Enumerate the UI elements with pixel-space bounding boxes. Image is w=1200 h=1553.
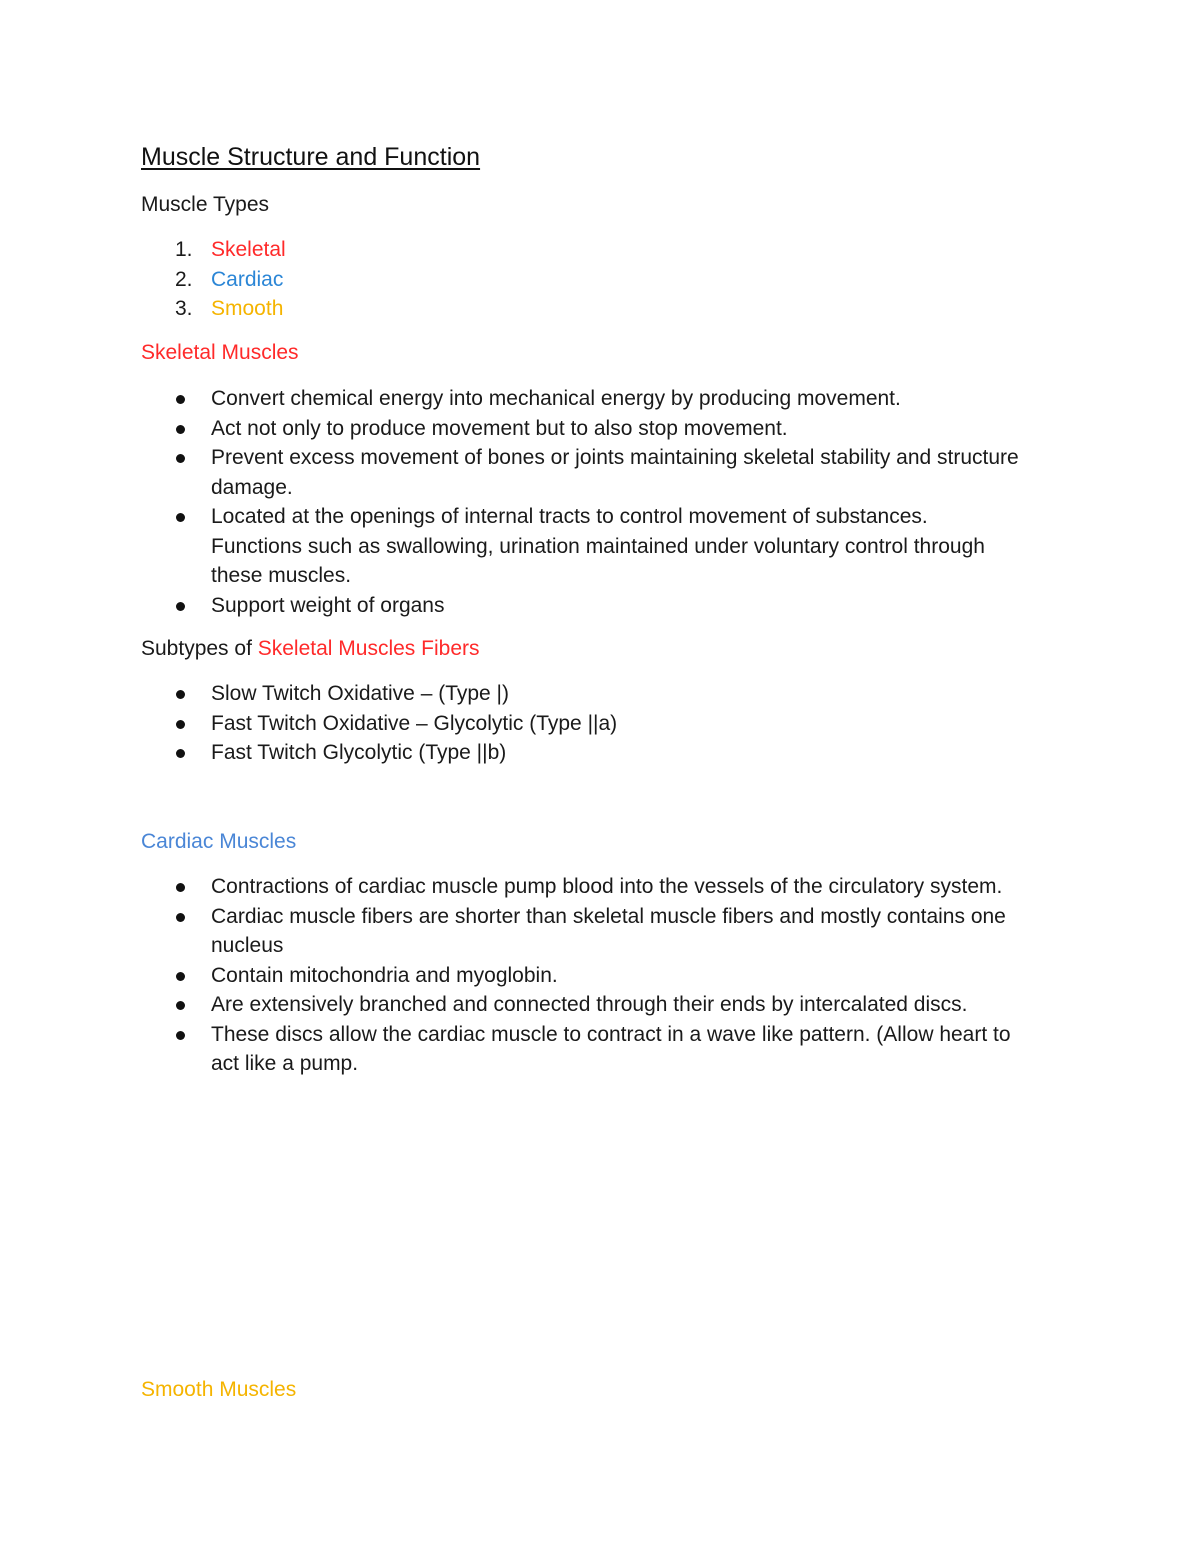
bullet-icon [176, 720, 185, 729]
bullet-text: Convert chemical energy into mechanical energy by producing movement. [211, 387, 901, 410]
bullet-icon [176, 454, 185, 463]
list-item [0, 902, 1061, 961]
muscle-type-smooth: Smooth [211, 297, 284, 320]
subtypes-highlight: Skeletal Muscles Fibers [257, 637, 480, 660]
smooth-heading: Smooth Muscles [141, 1378, 297, 1401]
bullet-text: Support weight of organs [211, 593, 445, 617]
skeletal-bullets [0, 384, 1071, 620]
bullet-icon [176, 425, 185, 434]
bullet-text: Contractions of cardiac muscle pump blood into the vessels of the circulatory system. [211, 875, 1003, 898]
bullet-icon [176, 513, 185, 522]
bullet-text: Fast Twitch Oxidative – Glycolytic (Type ||a) [211, 711, 618, 735]
list-item [0, 265, 1071, 295]
muscle-type-skeletal: Skeletal [211, 238, 286, 261]
bullet-text: Fast Twitch Glycolytic (Type ||b) [211, 741, 507, 764]
list-item [0, 414, 1071, 444]
cardiac-bullets [0, 872, 1071, 1079]
bullet-text: Slow Twitch Oxidative – (Type |) [211, 682, 510, 705]
list-item [0, 990, 1001, 1020]
list-item [0, 1020, 1031, 1079]
page-title: Muscle Structure and Function [141, 143, 481, 171]
cardiac-heading: Cardiac Muscles [141, 830, 297, 853]
list-item [0, 384, 1071, 414]
bullet-text: Act not only to produce movement but to also stop movement. [211, 416, 788, 440]
list-item [0, 709, 1071, 739]
subtypes-heading [141, 634, 480, 664]
list-item [0, 738, 1071, 768]
bullet-icon [176, 1001, 185, 1010]
bullet-icon [176, 395, 185, 404]
bullet-text: These discs allow the cardiac muscle to contract in a wave like pattern. (Allow heart to act like a pump. [211, 1022, 1011, 1075]
bullet-text: Prevent excess movement of bones or joints maintaining skeletal stability and structure damage. [211, 446, 1019, 499]
bullet-icon [176, 972, 185, 981]
list-item [0, 961, 1071, 991]
list-item [0, 235, 1071, 265]
subtypes-prefix: Subtypes of [141, 637, 258, 660]
list-number: 2. [175, 267, 193, 291]
bullet-icon [176, 602, 185, 611]
list-item [0, 443, 1021, 502]
list-number: 3. [175, 297, 193, 320]
bullet-text: Contain mitochondria and myoglobin. [211, 963, 558, 987]
bullet-icon [176, 1031, 185, 1040]
bullet-icon [176, 913, 185, 922]
list-item [0, 872, 1021, 902]
bullet-text: Located at the openings of internal tracts to control movement of substances. Functions such as swallowing, urination maintained under voluntary control through these muscles. [211, 505, 985, 587]
list-item [0, 679, 1071, 709]
muscle-types-heading: Muscle Types [141, 193, 269, 216]
bullet-text: Cardiac muscle fibers are shorter than skeletal muscle fibers and mostly contains one nucleus [211, 904, 1006, 957]
skeletal-heading: Skeletal Muscles [141, 341, 299, 364]
bullet-text: Are extensively branched and connected through their ends by intercalated discs. [211, 993, 968, 1016]
muscle-types-list [0, 235, 1071, 324]
list-item [0, 502, 1021, 591]
list-item [0, 591, 1071, 621]
list-item [0, 294, 1071, 324]
subtypes-bullets [0, 679, 1071, 768]
bullet-icon [176, 883, 185, 892]
bullet-icon [176, 690, 185, 699]
list-number: 1. [175, 238, 193, 261]
bullet-icon [176, 749, 185, 758]
muscle-type-cardiac: Cardiac [211, 267, 284, 291]
